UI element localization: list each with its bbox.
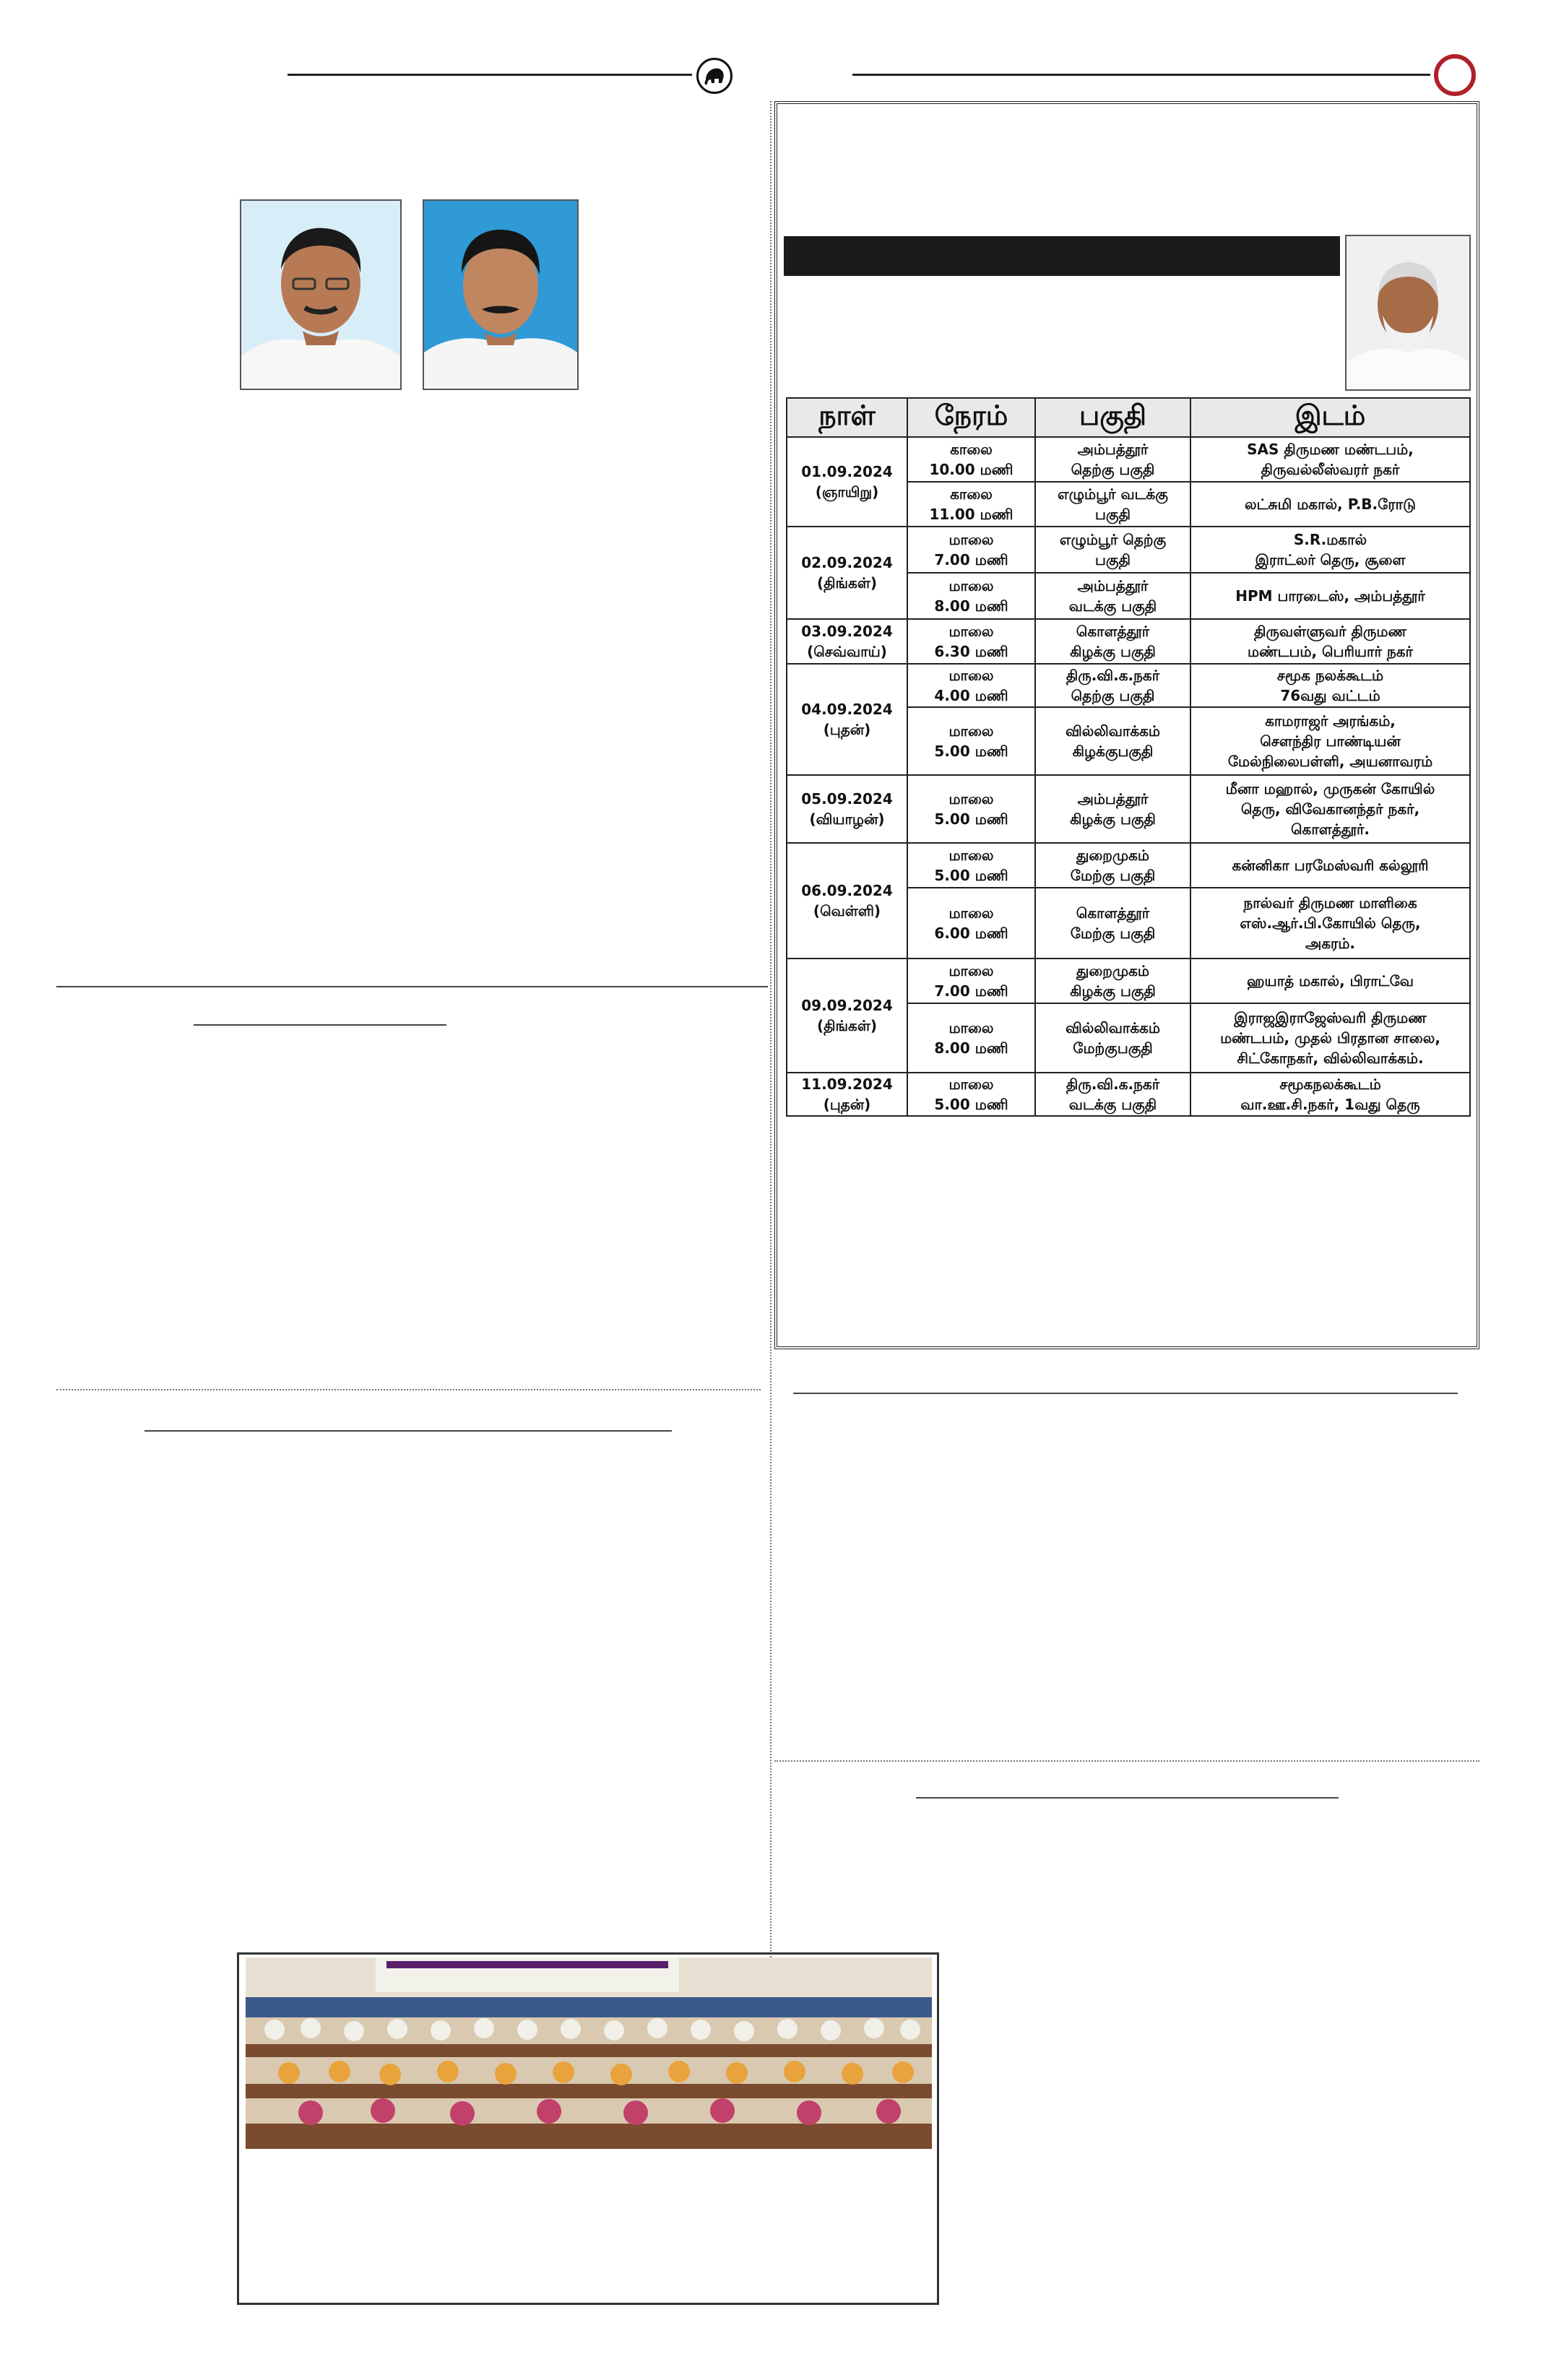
time-period: மாலை: [948, 790, 994, 808]
area-cell: [1035, 1003, 1190, 1073]
header-venue: இடம்: [1190, 398, 1470, 437]
day-text: (ஞாயிறு): [815, 483, 879, 501]
area-cell: [1035, 959, 1190, 1003]
time-period: காலை: [950, 485, 993, 503]
venue-line: அகரம்.: [1305, 935, 1356, 952]
venue-line: சமூக நலக்கூடம்: [1276, 667, 1384, 684]
time-cell: [907, 1003, 1035, 1073]
date-cell: [787, 775, 907, 843]
table-row: [787, 619, 1470, 664]
venue-line: சிட்கோநகர், வில்லிவாக்கம்.: [1237, 1050, 1424, 1067]
header-rule-left: [288, 74, 692, 76]
left-subhead-underline-1: [194, 1024, 446, 1026]
venue-line: திருவள்ளுவர் திருமண: [1254, 623, 1406, 640]
day-text: (செவ்வாய்): [807, 643, 887, 660]
venue-cell: [1190, 959, 1470, 1003]
area-line: கிழக்கு பகுதி: [1070, 810, 1156, 828]
time-value: 6.00 மணி: [934, 925, 1008, 942]
venue-line: சமூகநலக்கூடம்: [1279, 1076, 1381, 1093]
meeting-hall-group-photo: [246, 1957, 932, 2149]
elephant-emblem-icon: [696, 58, 732, 94]
time-period: மாலை: [948, 531, 994, 548]
time-cell: [907, 959, 1035, 1003]
venue-cell: [1190, 1003, 1470, 1073]
area-cell: [1035, 775, 1190, 843]
area-line: மேற்கு பகுதி: [1070, 925, 1156, 942]
day-text: (புதன்): [823, 721, 871, 738]
time-period: மாலை: [948, 904, 994, 922]
area-line: கிழக்கு பகுதி: [1070, 643, 1156, 660]
table-row: [787, 437, 1470, 482]
venue-line: சௌந்திர பாண்டியன்: [1260, 732, 1401, 750]
venue-line: நால்வர் திருமண மாளிகை: [1243, 894, 1417, 912]
date-cell: [787, 843, 907, 959]
area-line: திரு.வி.க.நகர்: [1066, 1076, 1160, 1093]
area-line: திரு.வி.க.நகர்: [1066, 667, 1160, 684]
venue-line: SAS திருமண மண்டபம்,: [1247, 441, 1414, 458]
venue-line: இராட்லர் தெரு, சூளை: [1255, 551, 1406, 568]
area-line: அம்பத்தூர்: [1077, 577, 1149, 594]
venue-cell: [1190, 437, 1470, 482]
venue-cell: [1190, 888, 1470, 959]
time-value: 11.00 மணி: [929, 506, 1013, 523]
date-text: 11.09.2024: [801, 1076, 893, 1093]
day-text: (திங்கள்): [816, 1017, 878, 1034]
time-cell: [907, 527, 1035, 573]
table-row: [787, 1073, 1470, 1116]
venue-cell: [1190, 664, 1470, 707]
area-line: வடக்கு பகுதி: [1068, 597, 1157, 615]
date-text: 03.09.2024: [801, 623, 893, 640]
venue-line: காமராஜர் அரங்கம்,: [1265, 712, 1396, 730]
area-cell: [1035, 482, 1190, 527]
table-row: [787, 843, 1470, 888]
date-text: 01.09.2024: [801, 463, 893, 480]
time-period: மாலை: [948, 847, 994, 864]
area-line: தெற்கு பகுதி: [1071, 461, 1155, 478]
area-cell: [1035, 527, 1190, 573]
area-line: வடக்கு பகுதி: [1068, 1096, 1157, 1113]
time-value: 5.00 மணி: [934, 810, 1008, 828]
venue-line: 76வது வட்டம்: [1280, 687, 1380, 704]
area-line: தெற்கு பகுதி: [1071, 687, 1155, 704]
schedule-title-bar: [784, 236, 1340, 276]
date-cell: [787, 527, 907, 619]
time-value: 6.30 மணி: [934, 643, 1008, 660]
time-value: 7.00 மணி: [934, 551, 1008, 568]
venue-line: வா.ஊ.சி.நகர், 1வது தெரு: [1240, 1096, 1420, 1113]
time-period: மாலை: [948, 623, 994, 640]
time-cell: [907, 437, 1035, 482]
left-section-rule-1: [56, 986, 768, 987]
red-ring-icon: [1434, 54, 1476, 96]
day-text: (வியாழன்): [809, 810, 885, 828]
venue-cell: [1190, 619, 1470, 664]
venue-cell: [1190, 843, 1470, 888]
right-section-rule-2: [774, 1760, 1479, 1762]
time-value: 4.00 மணி: [934, 687, 1008, 704]
schedule-table: [786, 397, 1471, 1117]
date-text: 09.09.2024: [801, 997, 893, 1014]
area-cell: [1035, 707, 1190, 775]
area-line: மேற்குபகுதி: [1073, 1039, 1153, 1057]
area-line: மேற்கு பகுதி: [1070, 867, 1156, 884]
time-cell: [907, 843, 1035, 888]
area-line: கிழக்கு பகுதி: [1070, 982, 1156, 1000]
venue-line: கன்னிகா பரமேஸ்வரி கல்லூரி: [1232, 857, 1429, 874]
portrait-man-mustache: [423, 199, 579, 390]
day-text: (புதன்): [823, 1096, 871, 1113]
time-period: மாலை: [948, 962, 994, 979]
time-period: மாலை: [948, 722, 994, 740]
area-cell: [1035, 437, 1190, 482]
time-period: காலை: [950, 441, 993, 458]
left-section-rule-2: [56, 1389, 761, 1390]
date-cell: [787, 437, 907, 527]
date-text: 04.09.2024: [801, 701, 893, 718]
venue-cell: [1190, 707, 1470, 775]
time-cell: [907, 707, 1035, 775]
area-cell: [1035, 843, 1190, 888]
area-line: கொளத்தூர்: [1076, 904, 1150, 922]
time-value: 5.00 மணி: [934, 1096, 1008, 1113]
area-cell: [1035, 1073, 1190, 1116]
area-line: அம்பத்தூர்: [1077, 441, 1149, 458]
header-area: பகுதி: [1035, 398, 1190, 437]
time-cell: [907, 1073, 1035, 1116]
time-value: 5.00 மணி: [934, 867, 1008, 884]
venue-cell: [1190, 482, 1470, 527]
area-line: கிழக்குபகுதி: [1072, 743, 1154, 760]
area-line: பகுதி: [1095, 551, 1131, 568]
venue-cell: [1190, 775, 1470, 843]
area-line: துறைமுகம்: [1076, 847, 1149, 864]
header-time: நேரம்: [907, 398, 1035, 437]
time-period: மாலை: [948, 1019, 994, 1037]
venue-line: திருவல்லீஸ்வரர் நகர்: [1261, 461, 1400, 478]
header-rule-right: [852, 74, 1430, 76]
time-period: மாலை: [948, 577, 994, 594]
area-cell: [1035, 888, 1190, 959]
day-text: (வெள்ளி): [813, 902, 881, 919]
time-value: 8.00 மணி: [934, 1039, 1008, 1057]
date-cell: [787, 959, 907, 1073]
venue-line: மேல்நிலைபள்ளி, அயனாவரம்: [1227, 753, 1433, 770]
venue-line: கொளத்தூர்.: [1290, 821, 1370, 838]
right-section-rule-1: [793, 1393, 1458, 1394]
portrait-man-glasses: [240, 199, 402, 390]
venue-line: எஸ்.ஆர்.பி.கோயில் தெரு,: [1240, 914, 1421, 932]
area-line: எழும்பூர் வடக்கு: [1058, 485, 1168, 503]
area-line: துறைமுகம்: [1076, 962, 1149, 979]
venue-line: லட்சுமி மகால், P.B.ரோடு: [1245, 496, 1416, 513]
column-divider: [770, 101, 772, 1957]
venue-line: மண்டபம், முதல் பிரதான சாலை,: [1220, 1029, 1440, 1047]
date-text: 05.09.2024: [801, 790, 893, 808]
time-value: 8.00 மணி: [934, 597, 1008, 615]
area-line: எழும்பூர் தெற்கு: [1059, 531, 1167, 548]
venue-line: தெரு, விவேகானந்தர் நகர்,: [1240, 800, 1420, 818]
time-cell: [907, 888, 1035, 959]
area-line: வில்லிவாக்கம்: [1066, 722, 1160, 740]
header-date: நாள்: [787, 398, 907, 437]
table-row: [787, 664, 1470, 707]
table-row: [787, 959, 1470, 1003]
table-row: [787, 527, 1470, 573]
time-period: மாலை: [948, 1076, 994, 1093]
date-cell: [787, 619, 907, 664]
time-value: 5.00 மணி: [934, 743, 1008, 760]
venue-line: மண்டபம், பெரியார் நகர்: [1248, 643, 1413, 660]
venue-line: இராஜஇராஜேஸ்வரி திருமண: [1234, 1009, 1427, 1026]
time-period: மாலை: [948, 667, 994, 684]
area-line: கொளத்தூர்: [1076, 623, 1150, 640]
area-line: பகுதி: [1095, 506, 1131, 523]
day-text: (திங்கள்): [816, 574, 878, 592]
portrait-man-white-beard: [1345, 235, 1471, 391]
time-value: 10.00 மணி: [929, 461, 1013, 478]
venue-line: HPM பாரடைஸ், அம்பத்தூர்: [1235, 587, 1425, 605]
venue-cell: [1190, 527, 1470, 573]
date-text: 06.09.2024: [801, 882, 893, 899]
area-cell: [1035, 573, 1190, 619]
area-line: வில்லிவாக்கம்: [1066, 1019, 1160, 1037]
time-cell: [907, 619, 1035, 664]
left-subhead-underline-2: [144, 1430, 672, 1432]
date-cell: [787, 1073, 907, 1116]
time-cell: [907, 664, 1035, 707]
time-cell: [907, 482, 1035, 527]
table-row: [787, 775, 1470, 843]
schedule-header-row: [787, 398, 1470, 437]
area-cell: [1035, 664, 1190, 707]
area-line: அம்பத்தூர்: [1077, 790, 1149, 808]
venue-cell: [1190, 1073, 1470, 1116]
venue-line: மீனா மஹால், முருகன் கோயில்: [1225, 780, 1435, 797]
area-cell: [1035, 619, 1190, 664]
time-cell: [907, 573, 1035, 619]
venue-line: S.R.மகால்: [1293, 531, 1367, 548]
venue-cell: [1190, 573, 1470, 619]
date-cell: [787, 664, 907, 775]
venue-line: ஹயாத் மகால், பிராட்வே: [1247, 972, 1414, 990]
time-cell: [907, 775, 1035, 843]
right-subhead-underline: [916, 1797, 1339, 1799]
time-value: 7.00 மணி: [934, 982, 1008, 1000]
date-text: 02.09.2024: [801, 554, 893, 571]
